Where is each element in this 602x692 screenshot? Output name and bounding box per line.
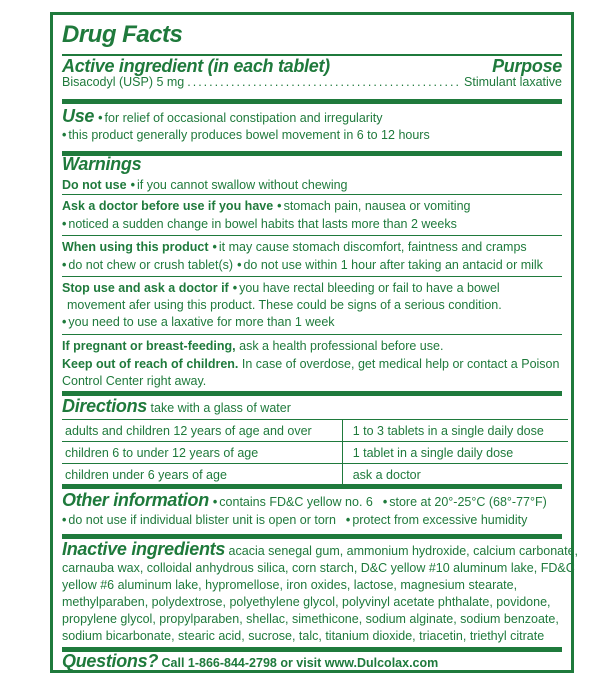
when-using-item: do not use within 1 hour after taking an antacid or milk <box>243 258 543 272</box>
when-using-item: it may cause stomach discomfort, faintness and cramps <box>218 240 527 254</box>
questions-heading: Questions? <box>62 651 159 671</box>
use-heading: Use <box>62 106 95 126</box>
questions-section <box>62 653 562 669</box>
table-row <box>62 464 568 486</box>
table-cell-dose: 1 to 3 tablets in a single daily dose <box>342 420 568 442</box>
directions-table <box>62 419 568 485</box>
divider <box>62 99 562 104</box>
stop-use-text: movement afer using this product. These could be signs of a serious condition. <box>67 298 502 312</box>
warnings-section: Warnings Do not use • if you cannot swallow without chewing <box>62 154 348 192</box>
stop-use-section: Stop use and ask a doctor if • you have rectal bleeding or fail to have a bowel movement afer using this product. These could be signs of a serious condition. • you need to use a laxative for more than 1 week <box>62 281 502 329</box>
when-using-section: When using this product • it may cause stomach discomfort, faintness and cramps • do not chew or crush tablet(s) • do not use within 1 hour after taking an antacid or milk <box>62 240 543 272</box>
table-row <box>62 420 568 442</box>
questions-text: Call 1-866-844-2798 or visit www.Dulcolax.com <box>161 656 439 670</box>
inactive-ingredients-text: sodium bicarbonate, stearic acid, sucrose, talc, titanium dioxide, triacetin, triethyl citrate <box>62 629 545 643</box>
other-info-item: contains FD&C yellow no. 6 <box>219 495 373 509</box>
active-ingredient-heading: Active ingredient (in each tablet) <box>62 56 330 76</box>
keep-out-text: Control Center right away. <box>62 374 207 388</box>
use-item: this product generally produces bowel movement in 6 to 12 hours <box>68 128 430 142</box>
ask-doctor-item: stomach pain, nausea or vomiting <box>283 199 471 213</box>
table-row <box>62 442 568 464</box>
directions-section <box>62 398 562 418</box>
inactive-ingredients-section <box>62 539 579 645</box>
drug-facts-panel <box>50 12 579 673</box>
table-cell-dose: 1 tablet in a single daily dose <box>342 442 568 464</box>
inactive-ingredients-heading: Inactive ingredients <box>62 539 226 559</box>
other-info-item: store at 20°-25°C (68°-77°F) <box>389 495 547 509</box>
active-ingredient-name: Bisacodyl (USP) 5 mg <box>62 75 185 89</box>
use-item: for relief of occasional constipation and irregularity <box>104 111 383 125</box>
table-cell-who: adults and children 12 years of age and over <box>62 420 342 442</box>
inactive-ingredients-text: methylparaben, polydextrose, polyethylene glycol, polyvinyl acetate phthalate, povidone, <box>62 595 551 609</box>
inactive-ingredients-text: acacia senegal gum, ammonium hydroxide, calcium carbonate, <box>228 544 579 558</box>
do-not-use-label: Do not use <box>62 178 127 192</box>
use-section: Use • for relief of occasional constipation and irregularity • this product generally produces bowel movement in 6 to 12 hours <box>62 106 430 142</box>
warnings-heading: Warnings <box>62 154 142 174</box>
inactive-ingredients-text: carnauba wax, colloidal anhydrous silica, corn starch, D&C yellow #10 aluminum lake, FD&C <box>62 561 575 575</box>
ask-doctor-label: Ask a doctor before use if you have <box>62 199 274 213</box>
divider <box>62 276 562 277</box>
pregnant-text: ask a health professional before use. <box>239 339 444 353</box>
other-info-item: protect from excessive humidity <box>352 513 528 527</box>
divider <box>62 235 562 236</box>
other-information-heading: Other information <box>62 490 209 510</box>
ask-doctor-section: Ask a doctor before use if you have • stomach pain, nausea or vomiting • noticed a sudden change in bowel habits that lasts more than 2 weeks <box>62 199 471 231</box>
ask-doctor-item: noticed a sudden change in bowel habits that lasts more than 2 weeks <box>68 217 457 231</box>
pregnant-label: If pregnant or breast-feeding, <box>62 339 236 353</box>
directions-intro: take with a glass of water <box>150 401 291 415</box>
stop-use-text: you have rectal bleeding or fail to have a bowel <box>239 281 500 295</box>
inactive-ingredients-text: yellow #6 aluminum lake, hypromellose, iron oxides, lactose, magnesium stearate, <box>62 578 518 592</box>
pregnancy-section <box>62 338 562 389</box>
table-cell-dose: ask a doctor <box>342 464 568 486</box>
drug-facts-title: Drug Facts <box>62 21 183 48</box>
when-using-item: do not chew or crush tablet(s) <box>68 258 234 272</box>
inactive-ingredients-text: propylene glycol, propylparaben, shellac, simethicone, sodium alginate, sodium benzoate, <box>62 612 559 626</box>
directions-heading: Directions <box>62 396 148 416</box>
stop-use-item: you need to use a laxative for more than 1 week <box>68 315 335 329</box>
keep-out-label: Keep out of reach of children. <box>62 357 239 371</box>
active-ingredient-section <box>62 58 562 90</box>
do-not-use-text: if you cannot swallow without chewing <box>136 178 348 192</box>
other-information-section: Other information • contains FD&C yellow no. 6 • store at 20°-25°C (68°-77°F) • do not use if individual blister unit is open or torn • protect from excessive humidity <box>62 490 547 527</box>
stop-use-label: Stop use and ask a doctor if <box>62 281 229 295</box>
when-using-label: When using this product <box>62 240 209 254</box>
divider <box>62 334 562 335</box>
keep-out-text: In case of overdose, get medical help or contact a Poison <box>241 357 560 371</box>
other-info-item: do not use if individual blister unit is open or torn <box>68 513 336 527</box>
divider <box>62 194 562 195</box>
table-cell-who: children under 6 years of age <box>62 464 342 486</box>
purpose-heading: Purpose <box>492 56 562 76</box>
divider <box>62 484 562 489</box>
table-cell-who: children 6 to under 12 years of age <box>62 442 342 464</box>
active-ingredient-purpose: Stimulant laxative <box>464 75 562 89</box>
dot-leader <box>187 74 461 90</box>
